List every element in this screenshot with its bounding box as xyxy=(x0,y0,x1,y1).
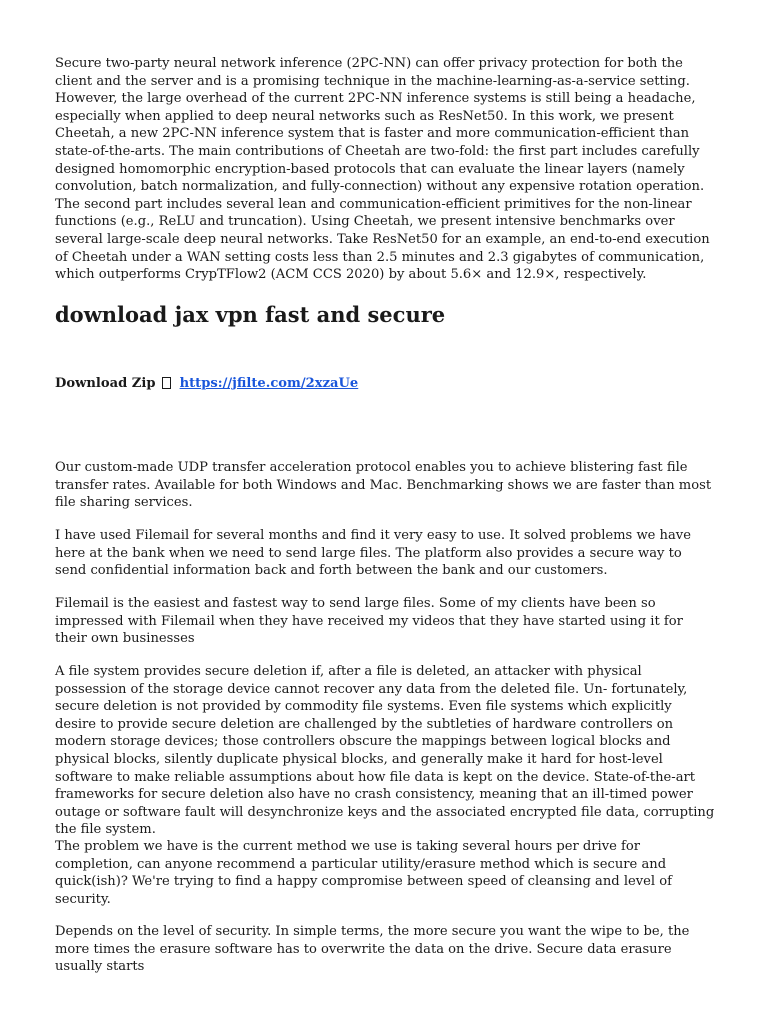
intro-paragraph: Secure two-party neural network inference (2PC-NN) can offer privacy protection for both the client and the server and is a promising technique in the machine-learning-as-a-service setting. However, the large overhead of the current 2PC-NN inference systems is still being a headache, especially when applied to deep neural networks such as ResNet50. In this work, we present Cheetah, a new 2PC-NN inference system that is faster and more communication-efficient than state-of-the-arts. The main contributions of Cheetah are two-fold: the first part includes carefully designed homomorphic encryption-based protocols that can evaluate the linear layers (namely convolution, batch normalization, and fully-connection) without any expensive rotation operation. The second part includes several lean and communication-efficient primitives for the non-linear functions (e.g., ReLU and truncation). Using Cheetah, we present intensive benchmarks over several large-scale deep neural networks. Take ResNet50 for an example, an end-to-end execution of Cheetah under a WAN setting costs less than 2.5 minutes and 2.3 gigabytes of communication, which outperforms CrypTFlow2 (ACM CCS 2020) by about 5.6× and 12.9×, respectively. xyxy=(55,56,710,283)
paragraph-bank-testimonial: I have used Filemail for several months and find it very easy to use. It solved problems we have here at the bank when we need to send large files. The platform also provides a secure way to send confidential information back and forth between the bank and our customers. xyxy=(55,528,691,579)
paragraph-clients-testimonial: Filemail is the easiest and fastest way to send large files. Some of my clients have been so impressed with Filemail when they have received my videos that they have started using it for their own businesses xyxy=(55,596,683,647)
paragraph-problem-question: The problem we have is the current method we use is taking several hours per drive for completion, can anyone recommend a particular utility/erasure method which is secure and quick(ish)? We're trying to find a happy compromise between speed of cleansing and level of security. xyxy=(55,839,673,907)
download-arrow-icon xyxy=(162,377,171,389)
download-line xyxy=(55,375,358,393)
download-link[interactable]: https://jfilte.com/2xzaUe xyxy=(179,376,359,391)
paragraph-security-level: Depends on the level of security. In simple terms, the more secure you want the wipe to be, the more times the erasure software has to overwrite the data on the drive. Secure data erasure usually starts xyxy=(55,924,690,975)
paragraph-udp-protocol: Our custom-made UDP transfer acceleration protocol enables you to achieve blistering fast file transfer rates. Available for both Windows and Mac. Benchmarking shows we are faster than most file sharing services. xyxy=(55,460,712,511)
download-label: Download Zip xyxy=(55,376,156,391)
paragraph-secure-deletion: A file system provides secure deletion if, after a file is deleted, an attacker with physical possession of the storage device cannot recover any data from the deleted file. Un- fortunately, secure deletion is not provided by commodity file systems. Even file systems which explicitly desire to provide secure deletion are challenged by the subtleties of hardware controllers on modern storage devices; those controllers obscure the mappings between logical blocks and physical blocks, silently duplicate physical blocks, and generally make it hard for host-level software to make reliable assumptions about how file data is kept on the device. State-of-the-art frameworks for secure deletion also have no crash consistency, meaning that an ill-timed power outage or software fault will desynchronize keys and the associated encrypted file data, corrupting the file system. xyxy=(55,664,715,838)
page-title: download jax vpn fast and secure xyxy=(55,302,446,327)
